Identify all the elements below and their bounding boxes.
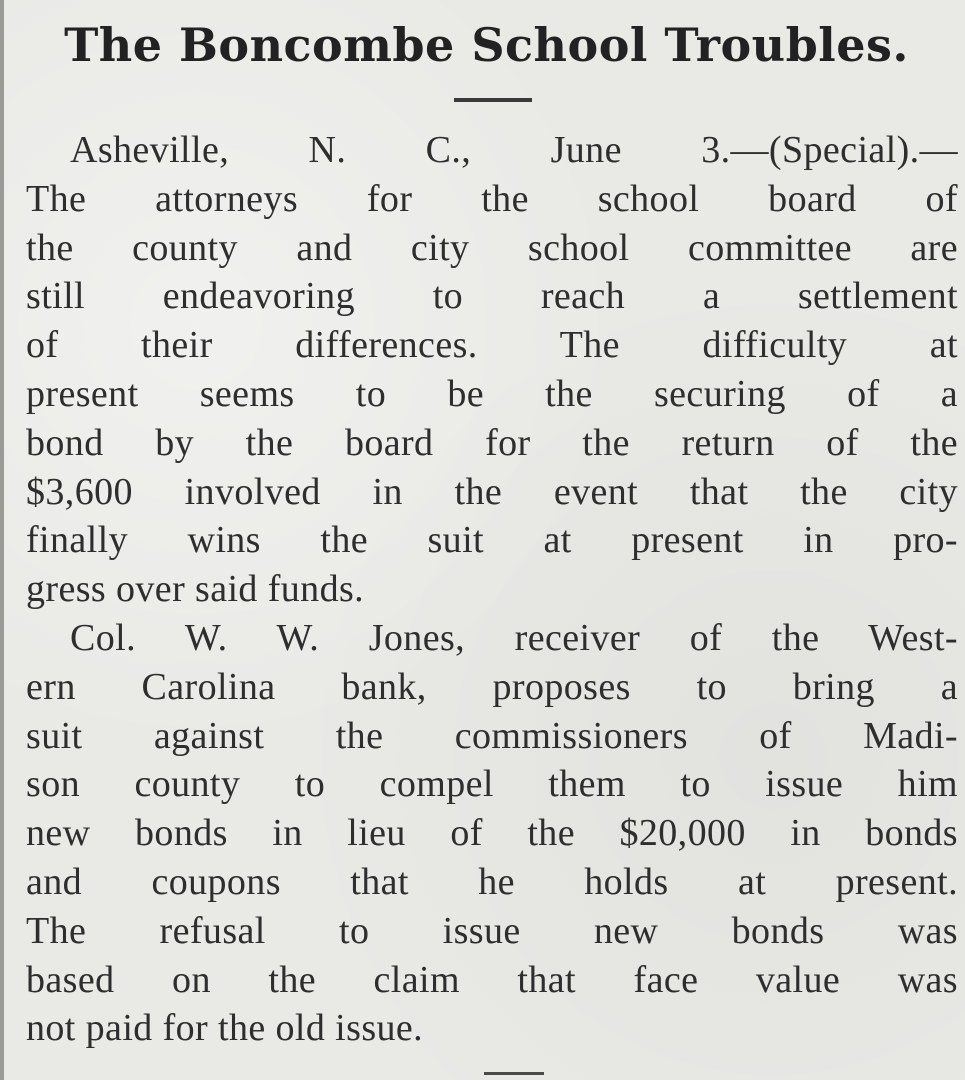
paragraph-1 [26, 126, 958, 614]
article-headline: The Boncombe School Troubles. [64, 18, 909, 72]
paragraph-1-line-7: bond by the board for the return of the [26, 421, 958, 464]
headline-rule [454, 98, 532, 102]
paragraph-1-line-5: of their differences. The difficulty at [26, 324, 958, 367]
paragraph-2-line-3: suit against the commissioners of Madi- [26, 714, 958, 757]
paragraph-2-line-1: Col. W. W. Jones, receiver of the West- [70, 616, 958, 659]
paragraph-2-line-5: new bonds in lieu of the $20,000 in bonds [26, 812, 958, 855]
bottom-rule [484, 1072, 544, 1075]
paragraph-1-line-9: finally wins the suit at present in pro- [26, 519, 958, 562]
paragraph-2-line-7: The refusal to issue new bonds was [26, 909, 958, 952]
paragraph-2-line-9: not paid for the old issue. [26, 1007, 424, 1050]
paragraph-1-line-3: the county and city school committee are [26, 226, 958, 269]
article-body [26, 126, 958, 1053]
paragraph-1-line-8: $3,600 involved in the event that the city [26, 470, 958, 513]
paragraph-2-line-8: based on the claim that face value was [26, 958, 958, 1001]
paragraph-2-line-6: and coupons that he holds at present. [26, 860, 958, 903]
paragraph-1-line-2: The attorneys for the school board of [26, 177, 958, 220]
paragraph-2 [26, 614, 958, 1053]
paragraph-1-line-1: Asheville, N. C., June 3.—(Special).— [70, 129, 958, 171]
paragraph-2-line-2: ern Carolina bank, proposes to bring a [26, 665, 958, 708]
paragraph-2-line-4: son county to compel them to issue him [26, 763, 958, 806]
paragraph-1-line-10: gress over said funds. [26, 568, 365, 611]
paragraph-1-line-4: still endeavoring to reach a settlement [26, 275, 958, 318]
paragraph-1-line-6: present seems to be the securing of a [26, 372, 958, 415]
